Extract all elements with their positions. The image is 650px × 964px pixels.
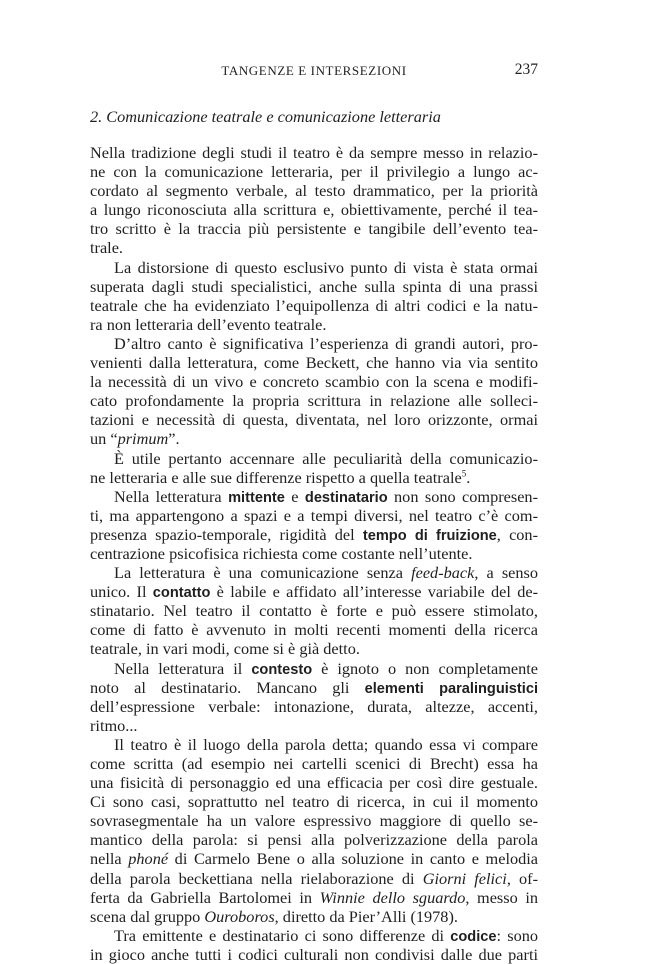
text-run: noto al destinatario. Mancano gli (90, 677, 365, 697)
text-run: di Carmelo Bene o alla soluzione in canto e melodia (168, 849, 539, 869)
text-run: . (466, 467, 471, 487)
text-run: Tra emittente e destinatario ci sono differenze di (114, 925, 451, 945)
paragraph (90, 143, 538, 258)
footnote-ref: 5 (461, 468, 467, 479)
key-term: contatto (152, 585, 211, 602)
text-line (90, 525, 538, 544)
text-line: come scritta (ad esempio nei cartelli scenici di Brecht) essa ha (90, 754, 538, 773)
text-run: scena dal gruppo (90, 906, 205, 926)
running-head (90, 63, 538, 83)
text-line: ritmo... (90, 715, 138, 735)
page-number: 237 (514, 61, 538, 78)
paragraph (90, 563, 538, 658)
running-title: TANGENZE E INTERSEZIONI (221, 63, 407, 78)
text-run: nella (90, 849, 129, 869)
text-line: a lungo riconosciuta alla scrittura e, obiettivamente, perché il tea- (90, 200, 538, 220)
text-line: centrazione psicofisica richiesta come costante nell’utente. (90, 543, 473, 563)
paragraph (90, 334, 538, 449)
paragraph (90, 258, 538, 334)
key-term: mittente (228, 489, 285, 506)
text-run: Nella letteratura il (114, 658, 252, 678)
text-line: come di fatto è avvenuto in molti recenti momenti della ricerca (90, 620, 538, 640)
text-run: è labile e affidato all’interesse variabile del de- (210, 582, 539, 602)
key-term: destinatario (304, 489, 388, 506)
emphasis: feed-back (411, 563, 475, 583)
body-text (90, 143, 538, 964)
text-run: , messo in (465, 887, 538, 907)
text-line: una fisicità di personaggio ed una efficacia per così dire gestuale. (90, 773, 538, 793)
key-term: elementi paralinguistici (364, 680, 538, 697)
text-line (90, 487, 538, 506)
text-line (90, 926, 538, 945)
paragraph (90, 487, 538, 563)
text-line: superata dagli studi specialistici, anche sulla spinta di una prassi (90, 276, 538, 296)
text-run: ne letteraria e alle sue differenze rispetto a quella teatrale (90, 467, 462, 487)
emphasis: Ouroboros (204, 906, 275, 926)
emphasis: primum (117, 429, 169, 449)
text-run: un “ (90, 429, 118, 449)
paragraph (90, 659, 538, 735)
text-run: unico. Il (90, 582, 153, 602)
text-line: tazioni e necessità di questa, diventata, nel loro orizzonte, ormai (90, 410, 538, 430)
text-line (90, 582, 538, 601)
emphasis: Giorni felici (422, 868, 507, 888)
text-run: ferta da Gabriella Bartolomei in (90, 887, 320, 907)
text-run: , of- (506, 868, 539, 888)
text-run: non sono compresen- (387, 486, 538, 506)
text-line (90, 659, 538, 678)
text-line: stinatario. Nel teatro il contatto è forte e può essere stimolato, (90, 601, 538, 621)
text-line: ra non letteraria dell’evento teatrale. (90, 314, 327, 334)
key-term: contesto (251, 661, 313, 678)
text-line: tro scritto è la traccia più persistente e tangibile dell’evento tea- (90, 219, 538, 239)
text-run: La letteratura è una comunicazione senza (114, 563, 412, 583)
text-line: venienti dalla letteratura, come Beckett, che hanno via via sentito (90, 353, 538, 373)
text-line: cordato al segmento verbale, al testo drammatico, per la priorità (90, 181, 538, 201)
emphasis: phoné (128, 849, 169, 869)
text-line (90, 849, 538, 868)
text-run: : sono (496, 925, 538, 945)
text-line: la necessità di un vivo e concreto scambio con la scena e modifi- (90, 372, 538, 392)
text-run: Nella letteratura (114, 486, 229, 506)
text-line: ne con la comunicazione letteraria, per il privilegio a lungo ac- (90, 162, 538, 182)
text-line (90, 429, 538, 448)
key-term: tempo di fruizione (362, 527, 497, 544)
text-run: , a senso (474, 563, 538, 583)
text-run: , con- (496, 524, 538, 544)
text-line: sovrasegmentale ha un valore espressivo maggiore di quello se- (90, 811, 538, 831)
text-run: presenza spazio-temporale, rigidità del (90, 524, 363, 544)
text-line (90, 563, 538, 582)
text-line: La distorsione di questo esclusivo punto di vista è stata ormai (114, 257, 538, 277)
text-run: , diretto da Pier’Alli (1978). (274, 906, 458, 926)
text-run: e (284, 486, 305, 506)
text-line (90, 907, 538, 926)
text-line: teatrale che ha evidenziato l’equipollenza di altri codici e la natu- (90, 295, 538, 315)
text-line: mantico della parola: si pensi alla polverizzazione della parola (90, 830, 538, 850)
text-line: D’altro canto è significativa l’esperienza di grandi autori, pro- (114, 333, 538, 353)
text-line: Nella tradizione degli studi il teatro è da sempre messo in relazio- (90, 143, 538, 162)
text-line: Ci sono casi, soprattutto nel teatro di ricerca, in cui il momento (90, 792, 538, 812)
text-line: ti, ma appartengono a spazi e a tempi diversi, nel teatro c’è com- (90, 505, 538, 525)
key-term: codice (450, 928, 497, 945)
text-line: teatrale, in vari modi, come si è già detto. (90, 639, 360, 659)
text-line: dell’espressione verbale: intonazione, durata, altezze, accenti, (90, 696, 538, 716)
text-run: ”. (168, 429, 180, 449)
text-line: cato profondamente la propria scrittura in relazione alle solleci- (90, 391, 538, 411)
text-line: in gioco anche tutti i codici culturali non condivisi dalle due parti (90, 944, 538, 964)
text-line (90, 678, 538, 697)
paragraph (90, 735, 538, 926)
section-heading: 2. Comunicazione teatrale e comunicazione letteraria (90, 107, 441, 126)
paragraph (90, 449, 538, 487)
text-line (90, 468, 538, 487)
emphasis: Winnie dello sguardo (319, 887, 466, 907)
text-run: è ignoto o non completamente (312, 658, 539, 678)
paragraph (90, 926, 538, 964)
text-line (90, 869, 538, 888)
text-line: Il teatro è il luogo della parola detta; quando essa vi compare (114, 734, 538, 754)
text-run: della parola beckettiana nella rielaborazione di (90, 868, 423, 888)
text-line (90, 888, 538, 907)
text-line: trale. (90, 238, 123, 258)
text-line: È utile pertanto accennare alle peculiarità della comunicazio- (114, 448, 538, 468)
